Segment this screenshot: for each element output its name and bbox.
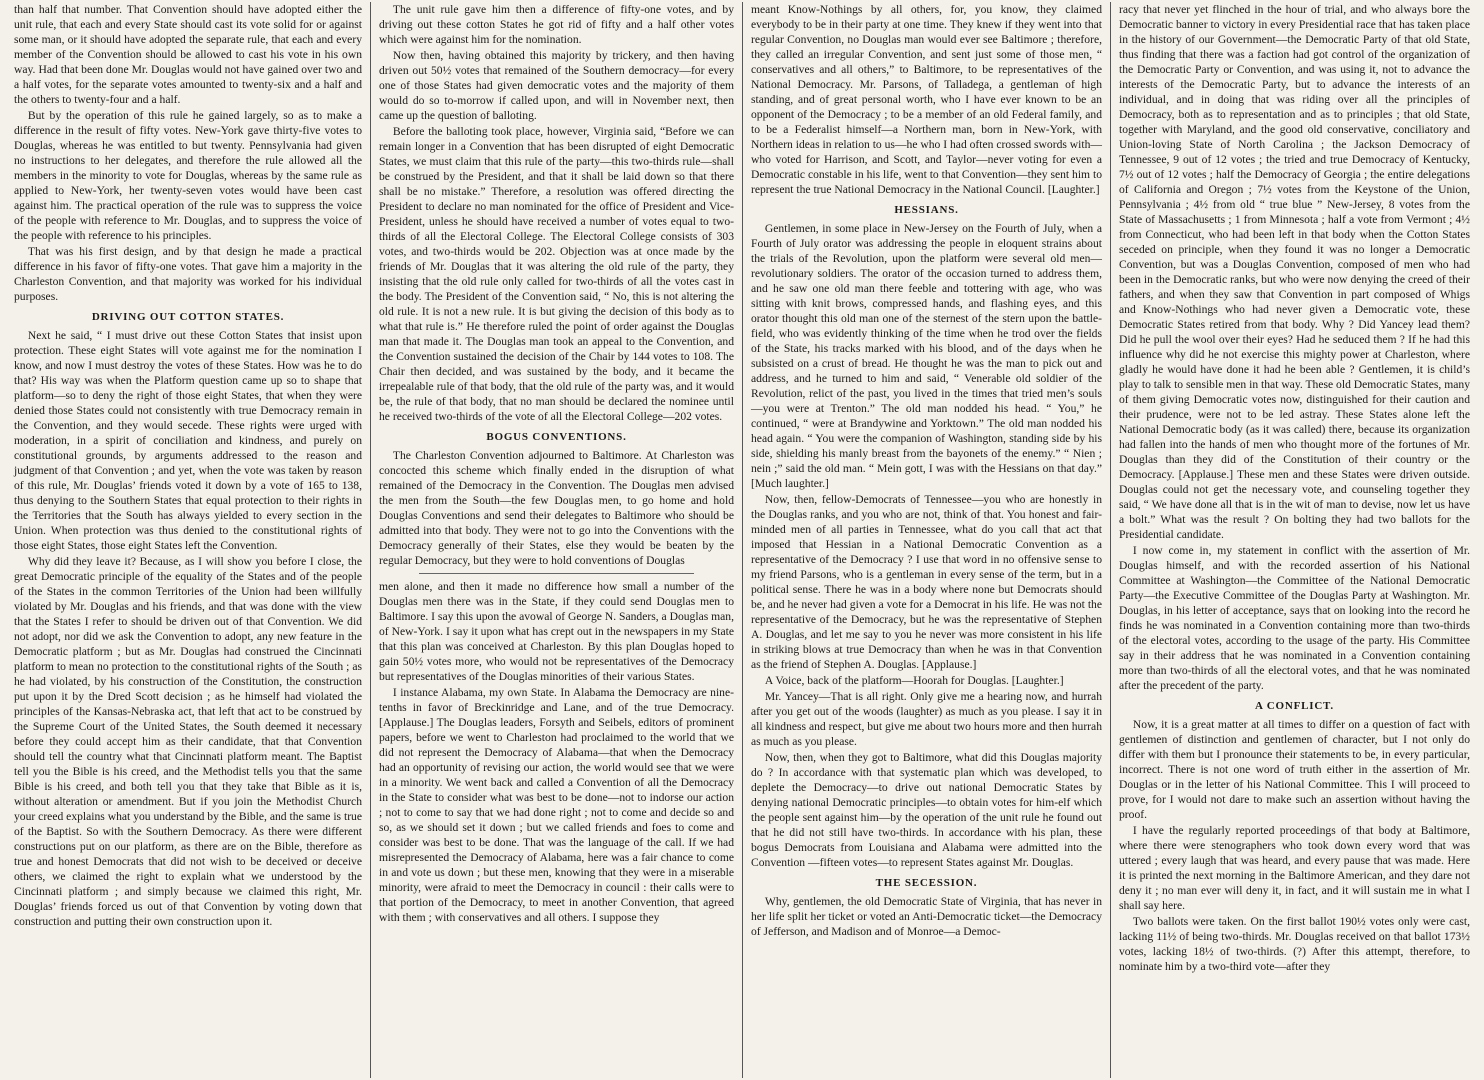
paragraph: That was his first design, and by that design he made a practical difference in his favor of fifty-one votes. That gave him a majority in the Charleston Convention, and that majority was worked for his individual purposes. <box>14 245 362 303</box>
column-1 <box>6 2 370 1078</box>
paragraph: I now come in, my statement in conflict with the assertion of Mr. Douglas himself, and with the recorded assertion of his National Committee at Washington—the Committee of the National Democratic Party—the Executive Committee of the Douglas Party at Washington. Mr. Douglas, in his letter of acceptance, says that on looking into the record he finds he was nominated in a Convention containing more than two-thirds of the electoral votes, according to the usage of the party. His Committee say in their address that he was nominated in a Convention containing more than two-thirds of all the electoral votes, and that he was nominated after the precedent of the party. <box>1119 544 1470 692</box>
column-2 <box>370 2 742 1078</box>
paragraph: men alone, and then it made no difference how small a number of the Douglas men there was in the State, if they could send Douglas men to Baltimore. I say this upon the avowal of George N. Sanders, a Douglas man, of New-York. I say it upon what has crept out in the newspapers in my State that this plan was conceived at Charleston. By this plan Douglas hoped to gain 50½ votes more, who would not be representatives of the Democracy but representatives of the Douglas minorities of their various States. <box>379 580 734 684</box>
section-heading: A CONFLICT. <box>1255 700 1334 712</box>
paragraph: Now then, having obtained this majority by trickery, and then having driven out 50½ votes that remained of the Southern democracy—for every one of those States had given democratic votes and the majority of them would do so to-morrow if called upon, and will in November next, then came up the question of balloting. <box>379 49 734 122</box>
paragraph: Mr. Yancey—That is all right. Only give me a hearing now, and hurrah after you get out of the woods (laughter) as much as you please. I say it in all kindness and respect, but give me about two hours more and then hurrah as much as you please. <box>751 690 1102 749</box>
paragraph: Two ballots were taken. On the first ballot 190½ votes only were cast, lacking 11½ of being two-thirds. Mr. Douglas received on that ballot 173½ votes, lacking 18½ of two-thirds. (?) After this attempt, therefore, to nominate him by a two-third vote—after they <box>1119 915 1470 974</box>
section-heading: DRIVING OUT COTTON STATES. <box>91 311 285 323</box>
paragraph: Gentlemen, in some place in New-Jersey on the Fourth of July, when a Fourth of July orator was addressing the people in eloquent strains about the trials of the Revolution, upon the platform were several old men—revolutionary soldiers. The orator of the occasion turned to address them, and he saw one old man there feeble and tottering with age, who was sitting with knit brows, compressed hands, and flashing eyes, and this orator thought this old man one of the sternest of the stern upon the battle-field, who was evidently thinking of the time when he trod over the fields of the State, his tracks marked with his blood, and of the days when he subsisted on a crust of bread. He thought he was the man to pick out and address, and he turned to him and said, “ Venerable old soldier of the Revolution, relict of the past, you lived in the times that tried men’s souls—you were at Trenton.” The old man nodded his head. “ You,” he continued, “ were at Brandywine and Yorktown.” The old man nodded his head again. “ You were the companion of Washington, standing side by his side, shielding his manly breast from the bayonets of the enemy.” “ Nien ; nein ;” said the old man. “ Mein gott, I was with the Hessians on that day.” [Much laughter.] <box>751 222 1102 491</box>
paragraph: racy that never yet flinched in the hour of trial, and who always bore the Democratic banner to victory in every Presidential race that has taken place in the history of our Government—the Democratic Party of that old State, thus finding that there was a faction had got control of the organization of the Democratic Party or Convention, and was using it, not to advance the interests of the Democratic Party, but to advance the interests of an individual, and in doing that was riding over all the principles of Democracy, both as to representation and as to principles ; that old State, together with Maryland, and the good old conservative, conciliatory and Union-loving State of North Carolina ; the Jackson Democracy of Tennessee, 9 out of 12 votes ; the tried and true Democracy of Kentucky, 7½ out of 12 votes ; half the Democracy of Georgia ; the entire delegations of California and Oregon ; 7½ votes from the Keystone of the Union, Pennsylvania ; 4½ from old “ true blue ” New-Jersey, 8 votes from the State of Massachusetts ; 1 from Minnesota ; half a vote from Vermont ; 4½ from Connecticut, who had been left in that body when the Cotton States seceded on principle, when they found it was no longer a Democratic Convention, but was a Douglas Convention, composed of men who had been in the Democratic ranks, but who were now denying the creed of their fathers, and when they saw that Convention in part composed of Whigs and Know-Nothings who had never given a Democratic vote, these Democratic States retired from that body. Why ? Did Yancey lead them? Did he pull the wool over their eyes? Had he seduced them ? If he had this influence why did he not exercise this mighty power at Charleston, where gladly he would have done it had he been able ? Gentlemen, it is child’s play to talk to sensible men in that way. These old Democratic States, many of them giving Democratic votes now, distinguished for their caution and their prudence, were not to be led astray. These States alone left the National Democratic body (as it was called) there, because its organization had fallen into the hands of men who thought more of the fortunes of Mr. Douglas than they did of the Constitution of their country or the Democracy. [Applause.] These men and these States were driven outside. Douglas could not get the necessary vote, and counseling together they said, “ We have done all that is in the wit of man to devise, now let us have a bolt.” What was the result ? On bolting they had two ballots for the Presidential candidate. <box>1119 3 1470 541</box>
section-heading: THE SECESSION. <box>875 877 978 890</box>
paragraph: than half that number. That Convention should have adopted either the unit rule, that each and every State should cast its vote solid for or against some man, or it should have adopted the separate rule, that each and every member of the Convention should be allowed to cast his vote in his own way. Had that been done Mr. Douglas would not have gained over two and a half votes, for the separate votes amounted to twenty-six and a half and the others to twenty-four and a half. <box>14 3 362 106</box>
paragraph: But by the operation of this rule he gained largely, so as to make a difference in the result of fifty votes. New-York gave thirty-five votes to Douglas, whereas he was entitled to but twenty. Pennsylvania had given no instructions to her delegates, and therefore the rule allowed all the members in the minority to vote for Douglas, whereas by the same rule as applied to New-York, her twenty-seven votes would have been cast against him. The practical operation of the rule was to suppress the voice of the people with reference to Mr. Douglas, and to suppress the voice of the people with reference to his principles. <box>14 109 362 242</box>
paragraph: The Charleston Convention adjourned to Baltimore. At Charleston was concocted this scheme which finally ended in the disruption of what remained of the Democracy in the Convention. The Douglas men advised the men from the South—the few Douglas men, to go home and hold Douglas Conventions and send their delegates to Baltimore who should be admitted into that body. They were not to go into the Conventions with the Democracy generally of their States, else they would be beaten by the regular Democracy, but they were to hold conventions of Douglas <box>379 449 734 568</box>
paragraph: Now, then, fellow-Democrats of Tennessee—you who are honestly in the Douglas ranks, and you who are not, think of that. You honest and fair-minded men of all parties in Tennessee, what do you call that act that imposed that Hessian in a National Democratic Convention as a representative of the Democracy ? I use that word in no offensive sense to my friend Parsons, who is a gentleman in every sense of the term, but in a political sense. There he was in a body where none but Democrats should be, and he never had given a vote for a Democrat in his life. He was not the representative of the Democracy, but he was the representative of Stephen A. Douglas, and let me say to you he never was more consistent in his life in striking blows at true Democracy than when he was in that Convention as the friend of Stephen A. Douglas. [Applause.] <box>751 493 1102 672</box>
paragraph: Now, then, when they got to Baltimore, what did this Douglas majority do ? In accordance with that systematic plan which was developed, to deplete the Democracy—to drive out national Democratic States by denying national Democratic principles—to obtain votes for him-elf which the people sent against him—by the operation of the unit rule he found out that he did not still have two-thirds. In accordance with his plan, these bogus Democrats from Louisiana and Alabama were admitted into the Convention —fifteen votes—to represent States against Mr. Douglas. <box>751 751 1102 870</box>
section-heading: HESSIANS. <box>894 204 959 216</box>
column-divider <box>419 573 694 574</box>
column-3 <box>742 2 1110 1078</box>
paragraph: I instance Alabama, my own State. In Alabama the Democracy are nine-tenths in favor of Breckinridge and Lane, and of the true Democracy. [Applause.] The Douglas leaders, Forsyth and Seibels, editors of prominent papers, before we went to Charleston had proclaimed to the world that we did not represent the Democracy of Alabama—that when the Democracy had an opportunity of revising our action, the world would see that we were in a minority. We went back and called a Convention of all the Democracy in the State to consider what was best to be done—not to indorse our action ; not to come to say that we had done right ; not to come and decide so and so, as we should set it down ; but we called friends and foes to come and consider was best to be done. That was the language of the call. If we had misrepresented the Democracy of Alabama, here was a fair chance to come in and vote us down ; but these men, knowing that they were in a miserable minority, were afraid to meet the Democracy in council : their calls were to that portion of the Democracy, to meet in another Convention, that agreed with them ; with conservatives and all others. I suppose they <box>379 686 734 925</box>
paragraph: Now, it is a great matter at all times to differ on a question of fact with gentlemen of distinction and gentlemen of character, but I not only do differ with them but I pronounce their statements to be, in every particular, incorrect. There is not one word of truth either in the assertion of Mr. Douglas or in the letter of his National Committee. This I will proceed to prove, for I would not dare to make such an assertion without having the proof. <box>1119 718 1470 822</box>
section-heading: BOGUS CONVENTIONS. <box>486 431 627 443</box>
paragraph: Before the balloting took place, however, Virginia said, “Before we can remain longer in a Convention that has been disrupted of eight Democratic States, we must claim that this rule of the party—this two-thirds rule—shall be construed by the President, and that it shall be laid down so that there shall be no mistake.” Therefore, a resolution was offered directing the President to declare no man nominated for the office of President and Vice-President, unless he should have received a number of votes equal to two-thirds of all the Electoral College. The Electoral College consists of 303 votes, and two-thirds would be 202. Objection was at once made by the friends of Mr. Douglas that it was altering the old rule of the party, they insisting that the old rule only called for two-thirds of all the votes cast in the body. The President of the Convention said, “ No, this is not altering the old rule. It is not a new rule. It is but giving the decision of this body as to what that rule is.” He therefore ruled the point of order against the Douglas man that made it. The Douglas man took an appeal to the Convention, and the Convention sustained the decision of the Chair by 144 votes to 108. The Chair then decided, and was sustained by the body, and it became the irrepealable rule of that body, that the old rule of the party was, and it would be, the rule of that body, that no man should be declared the nominee until he received two-thirds of the vote of all the Electoral College—202 votes. <box>379 125 734 423</box>
paragraph: Next he said, “ I must drive out these Cotton States that insist upon protection. These eight States will vote against me for the nomination I know, and now I must destroy the votes of these States. How was he to do that? His way was when the Platform question came up so to shape that platform—so to deny the right of those eight States, that when they were denied those States could not consistently with true Democracy remain in the Convention, and they would secede. These rights were urged with moderation, in a spirit of conciliation and kindness, and purely on constitutional grounds, by arguments addressed to the reason and judgment of that Convention ; and yet, when the vote was taken by reason of this rule, Mr. Douglas’ friends voted it down by a vote of 165 to 138, thus denying to the Southern States that equal protection to their rights in the Territories that the South has always yielded to every section in the Union. When protection was thus denied to the constitutional rights of those eight States, those eight States left the Convention. <box>14 329 362 553</box>
paragraph: A Voice, back of the platform—Hoorah for Douglas. [Laughter.] <box>764 674 1064 688</box>
paragraph: The unit rule gave him then a difference of fifty-one votes, and by driving out these cotton States he got rid of fifty and a half other votes which were against him for the nomination. <box>379 3 734 46</box>
column-4 <box>1110 2 1478 1078</box>
paragraph: Why did they leave it? Because, as I will show you before I close, the great Democratic principle of the equality of the States and of the people of the States in the common Territories of the Union had been willfully violated by Mr. Douglas and his friends, and that was done with the view that the States I refer to should be driven out of that Convention. We did not adopt, nor did we ask the Convention to adopt, any new feature in the Democratic platform ; but as Mr. Douglas had construed the Cincinnati platform to mean no protection to the constitutional rights of the South ; as he had violated, by his construction of the Constitution, the construction put upon it by the Dred Scott decision ; as he himself had violated the principles of the Kansas-Nebraska act, that left that act to be construed by the Supreme Court of the United States, the South deemed it necessary before they could accept him as their candidate, that that Convention should tell the country what that Cincinnati platform meant. The Baptist tell you the Bible is his creed, and the Methodist tells you that the same Bible is his creed, and both tell you that they take that Bible as it is, without alteration or amendment. But if you join the Methodist Church your creed explains what you understand by the Bible, and the same is true of the Baptist. So with the Southern Democracy. As there were different constructions put on our platform, as there are on the Bible, therefore as true and honest Democrats that did not wish to be deceived or deceive others, we claimed the right to explain what we understood by the Cincinnati platform ; and simply because we claimed this right, Mr. Douglas’ friends forced us out of that Convention by voting down that construction and putting their own construction upon it. <box>14 555 362 929</box>
paragraph: meant Know-Nothings by all others, for, you know, they claimed everybody to be in their party at one time. They knew if they went into that regular Convention, no Douglas man would ever see Baltimore ; therefore, they called an irregular Convention, and sent just some of those men, “ conservatives and all others,” to Baltimore, to be representatives of the National Democracy. Mr. Parsons, of Talladega, a gentleman of high standing, and of great personal worth, who I have ever known to be an opponent of the Democracy ; to be a member of an old Federal family, and to be a Federalist himself—a Northern man, born in New-York, with Northern ideas in relation to us—he who I had often crossed swords with—who voted for Harrison, and Scott, and Taylor—never voting for even a Democratic constable in his life, went to that Convention—they sent him to represent the true National Democracy in the National Council. [Laughter.] <box>751 3 1102 196</box>
paragraph: Why, gentlemen, the old Democratic State of Virginia, that has never in her life split her ticket or voted an Anti-Democratic ticket—the Democracy of Jefferson, and Madison and of Monroe—a Democ- <box>751 895 1102 939</box>
paragraph: I have the regularly reported proceedings of that body at Baltimore, where there were stenographers who took down every word that was uttered ; every laugh that was heard, and every pause that was made. Here it is printed the next morning in the Baltimore American, and they dare not deny it ; no man ever will deny it, in fact, and it will sustain me in what I shall say here. <box>1119 824 1470 913</box>
